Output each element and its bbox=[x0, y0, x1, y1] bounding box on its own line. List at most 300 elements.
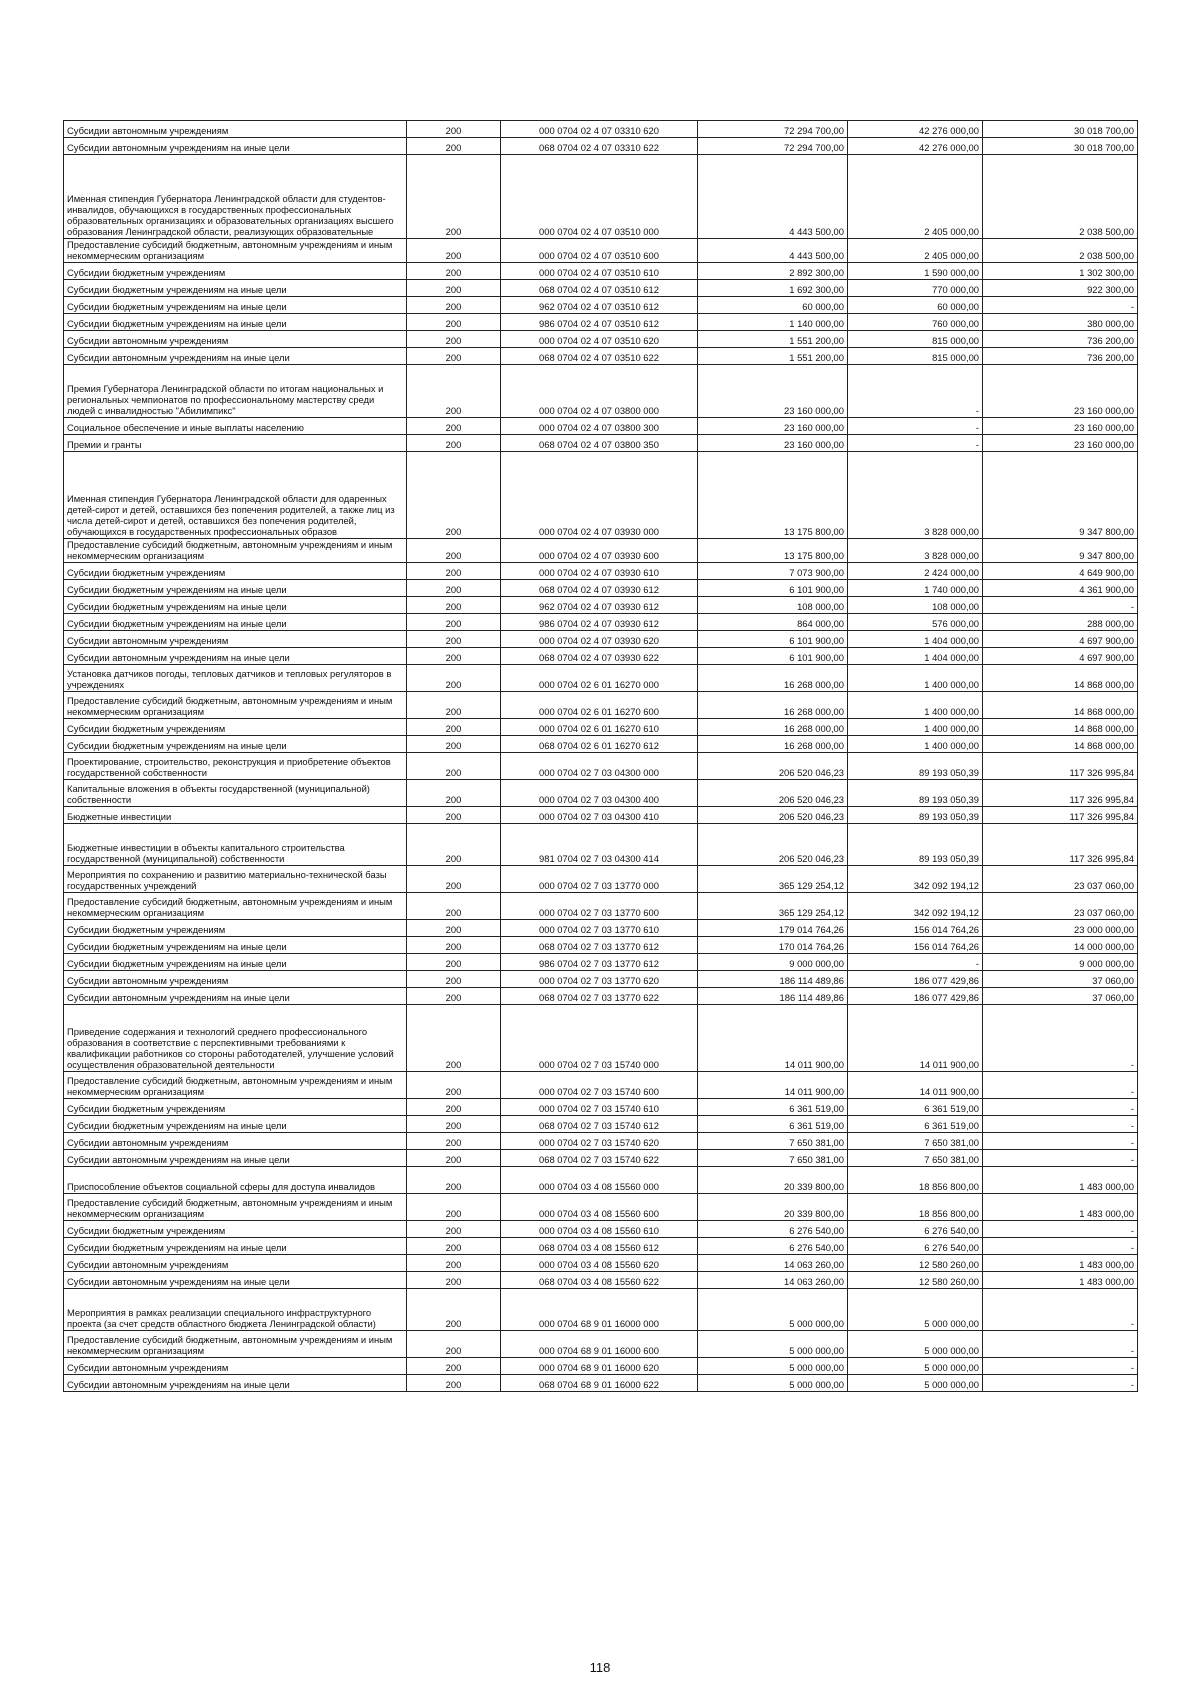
row-approved-cell: 6 101 900,00 bbox=[698, 580, 848, 597]
row-name-cell: Субсидии бюджетным учреждениям на иные цели bbox=[64, 1238, 407, 1255]
row-budget-code-cell: 000 0704 68 9 01 16000 620 bbox=[501, 1358, 698, 1375]
row-approved-cell: 16 268 000,00 bbox=[698, 692, 848, 719]
row-code-cell: 200 bbox=[407, 297, 501, 314]
row-unexecuted-cell: 30 018 700,00 bbox=[983, 121, 1138, 138]
table-row bbox=[64, 314, 1138, 331]
table-row bbox=[64, 1289, 1138, 1331]
row-executed-cell: 89 193 050,39 bbox=[848, 807, 983, 824]
row-executed-cell: 5 000 000,00 bbox=[848, 1375, 983, 1392]
row-executed-cell: 6 276 540,00 bbox=[848, 1238, 983, 1255]
row-budget-code-cell: 000 0704 02 4 07 03800 300 bbox=[501, 418, 698, 435]
row-approved-cell: 864 000,00 bbox=[698, 614, 848, 631]
row-executed-cell: 5 000 000,00 bbox=[848, 1331, 983, 1358]
table-row bbox=[64, 239, 1138, 263]
row-unexecuted-cell: 1 483 000,00 bbox=[983, 1255, 1138, 1272]
table-row bbox=[64, 1255, 1138, 1272]
row-executed-cell: - bbox=[848, 418, 983, 435]
row-budget-code-cell: 000 0704 02 4 07 03510 000 bbox=[501, 155, 698, 239]
row-executed-cell: 89 193 050,39 bbox=[848, 824, 983, 866]
row-executed-cell: 1 400 000,00 bbox=[848, 719, 983, 736]
row-approved-cell: 23 160 000,00 bbox=[698, 435, 848, 452]
row-executed-cell: 14 011 900,00 bbox=[848, 1005, 983, 1072]
row-code-cell: 200 bbox=[407, 954, 501, 971]
table-row bbox=[64, 1238, 1138, 1255]
row-executed-cell: 6 361 519,00 bbox=[848, 1099, 983, 1116]
table-row bbox=[64, 1150, 1138, 1167]
row-code-cell: 200 bbox=[407, 807, 501, 824]
row-name-cell: Субсидии автономным учреждениям на иные цели bbox=[64, 1375, 407, 1392]
row-unexecuted-cell: 736 200,00 bbox=[983, 331, 1138, 348]
row-name-cell: Предоставление субсидий бюджетным, автономным учреждениям и иным некоммерческим организациям bbox=[64, 239, 407, 263]
row-executed-cell: 156 014 764,26 bbox=[848, 937, 983, 954]
row-name-cell: Субсидии бюджетным учреждениям на иные цели bbox=[64, 614, 407, 631]
row-code-cell: 200 bbox=[407, 365, 501, 418]
row-code-cell: 200 bbox=[407, 280, 501, 297]
row-name-cell: Субсидии бюджетным учреждениям bbox=[64, 1221, 407, 1238]
row-budget-code-cell: 000 0704 02 7 03 04300 400 bbox=[501, 780, 698, 807]
row-unexecuted-cell: 1 483 000,00 bbox=[983, 1272, 1138, 1289]
row-approved-cell: 2 892 300,00 bbox=[698, 263, 848, 280]
row-name-cell: Именная стипендия Губернатора Ленинградской области для одаренных детей-сирот и детей, оставшихся без попечения родителей, а также лиц из числа детей-сирот и детей, оставшихся без попечения родителей, обучающихся в государственных профессиональных образов bbox=[64, 452, 407, 539]
table-row bbox=[64, 1194, 1138, 1221]
row-executed-cell: 89 193 050,39 bbox=[848, 780, 983, 807]
row-unexecuted-cell: 4 361 900,00 bbox=[983, 580, 1138, 597]
row-unexecuted-cell: - bbox=[983, 1133, 1138, 1150]
row-budget-code-cell: 000 0704 02 7 03 15740 620 bbox=[501, 1133, 698, 1150]
row-approved-cell: 14 063 260,00 bbox=[698, 1255, 848, 1272]
row-code-cell: 200 bbox=[407, 1150, 501, 1167]
row-name-cell: Субсидии бюджетным учреждениям на иные цели bbox=[64, 280, 407, 297]
row-executed-cell: 5 000 000,00 bbox=[848, 1358, 983, 1375]
row-code-cell: 200 bbox=[407, 597, 501, 614]
row-unexecuted-cell: - bbox=[983, 1116, 1138, 1133]
row-name-cell: Предоставление субсидий бюджетным, автономным учреждениям и иным некоммерческим организациям bbox=[64, 893, 407, 920]
row-budget-code-cell: 000 0704 68 9 01 16000 000 bbox=[501, 1289, 698, 1331]
row-code-cell: 200 bbox=[407, 753, 501, 780]
row-executed-cell: 60 000,00 bbox=[848, 297, 983, 314]
table-row bbox=[64, 665, 1138, 692]
row-code-cell: 200 bbox=[407, 971, 501, 988]
row-unexecuted-cell: 9 347 800,00 bbox=[983, 539, 1138, 563]
row-budget-code-cell: 000 0704 68 9 01 16000 600 bbox=[501, 1331, 698, 1358]
row-code-cell: 200 bbox=[407, 1099, 501, 1116]
row-approved-cell: 1 551 200,00 bbox=[698, 331, 848, 348]
table-row bbox=[64, 138, 1138, 155]
row-approved-cell: 60 000,00 bbox=[698, 297, 848, 314]
row-executed-cell: 6 276 540,00 bbox=[848, 1221, 983, 1238]
row-name-cell: Приведение содержания и технологий среднего профессионального образования в соответствие с перспективными требованиями к квалификации работников со стороны работодателей, улучшение условий осуществления образовательной деятельности bbox=[64, 1005, 407, 1072]
row-approved-cell: 1 551 200,00 bbox=[698, 348, 848, 365]
row-budget-code-cell: 000 0704 02 4 07 03510 600 bbox=[501, 239, 698, 263]
row-approved-cell: 4 443 500,00 bbox=[698, 155, 848, 239]
row-approved-cell: 206 520 046,23 bbox=[698, 780, 848, 807]
row-unexecuted-cell: 288 000,00 bbox=[983, 614, 1138, 631]
row-unexecuted-cell: - bbox=[983, 1221, 1138, 1238]
row-code-cell: 200 bbox=[407, 314, 501, 331]
row-budget-code-cell: 000 0704 02 4 07 03510 620 bbox=[501, 331, 698, 348]
row-unexecuted-cell: 1 483 000,00 bbox=[983, 1194, 1138, 1221]
row-code-cell: 200 bbox=[407, 893, 501, 920]
row-budget-code-cell: 068 0704 68 9 01 16000 622 bbox=[501, 1375, 698, 1392]
row-executed-cell: 342 092 194,12 bbox=[848, 866, 983, 893]
row-approved-cell: 4 443 500,00 bbox=[698, 239, 848, 263]
row-name-cell: Субсидии автономным учреждениям bbox=[64, 331, 407, 348]
row-unexecuted-cell: 1 483 000,00 bbox=[983, 1167, 1138, 1194]
row-budget-code-cell: 000 0704 02 7 03 13770 620 bbox=[501, 971, 698, 988]
row-budget-code-cell: 068 0704 02 4 07 03510 612 bbox=[501, 280, 698, 297]
table-row bbox=[64, 539, 1138, 563]
row-executed-cell: 156 014 764,26 bbox=[848, 920, 983, 937]
row-unexecuted-cell: 1 302 300,00 bbox=[983, 263, 1138, 280]
row-approved-cell: 7 650 381,00 bbox=[698, 1133, 848, 1150]
row-name-cell: Субсидии автономным учреждениям bbox=[64, 631, 407, 648]
row-unexecuted-cell: 2 038 500,00 bbox=[983, 155, 1138, 239]
row-executed-cell: 186 077 429,86 bbox=[848, 971, 983, 988]
row-executed-cell: 2 405 000,00 bbox=[848, 155, 983, 239]
row-budget-code-cell: 000 0704 02 7 03 15740 600 bbox=[501, 1072, 698, 1099]
table-row bbox=[64, 920, 1138, 937]
row-name-cell: Субсидии автономным учреждениям bbox=[64, 1133, 407, 1150]
row-executed-cell: 1 400 000,00 bbox=[848, 665, 983, 692]
row-name-cell: Субсидии автономным учреждениям на иные цели bbox=[64, 648, 407, 665]
row-budget-code-cell: 000 0704 02 6 01 16270 610 bbox=[501, 719, 698, 736]
budget-table bbox=[63, 120, 1138, 1392]
row-unexecuted-cell: 922 300,00 bbox=[983, 280, 1138, 297]
row-name-cell: Субсидии бюджетным учреждениям bbox=[64, 719, 407, 736]
table-row bbox=[64, 452, 1138, 539]
row-code-cell: 200 bbox=[407, 580, 501, 597]
row-budget-code-cell: 000 0704 02 6 01 16270 000 bbox=[501, 665, 698, 692]
row-approved-cell: 170 014 764,26 bbox=[698, 937, 848, 954]
row-approved-cell: 186 114 489,86 bbox=[698, 971, 848, 988]
row-budget-code-cell: 981 0704 02 7 03 04300 414 bbox=[501, 824, 698, 866]
row-approved-cell: 16 268 000,00 bbox=[698, 719, 848, 736]
table-row bbox=[64, 1167, 1138, 1194]
table-row bbox=[64, 780, 1138, 807]
row-approved-cell: 16 268 000,00 bbox=[698, 736, 848, 753]
row-unexecuted-cell: 117 326 995,84 bbox=[983, 807, 1138, 824]
row-approved-cell: 5 000 000,00 bbox=[698, 1358, 848, 1375]
row-name-cell: Субсидии автономным учреждениям bbox=[64, 121, 407, 138]
row-executed-cell: 815 000,00 bbox=[848, 348, 983, 365]
budget-table-body bbox=[64, 121, 1138, 1392]
row-unexecuted-cell: 37 060,00 bbox=[983, 971, 1138, 988]
row-executed-cell: 18 856 800,00 bbox=[848, 1194, 983, 1221]
row-name-cell: Субсидии автономным учреждениям на иные цели bbox=[64, 348, 407, 365]
row-approved-cell: 13 175 800,00 bbox=[698, 452, 848, 539]
row-name-cell: Субсидии автономным учреждениям на иные цели bbox=[64, 1150, 407, 1167]
row-code-cell: 200 bbox=[407, 1289, 501, 1331]
row-budget-code-cell: 000 0704 02 7 03 15740 610 bbox=[501, 1099, 698, 1116]
row-executed-cell: 342 092 194,12 bbox=[848, 893, 983, 920]
row-approved-cell: 23 160 000,00 bbox=[698, 365, 848, 418]
row-unexecuted-cell: 9 347 800,00 bbox=[983, 452, 1138, 539]
row-budget-code-cell: 068 0704 02 4 07 03930 622 bbox=[501, 648, 698, 665]
row-name-cell: Субсидии бюджетным учреждениям bbox=[64, 920, 407, 937]
row-name-cell: Предоставление субсидий бюджетным, автономным учреждениям и иным некоммерческим организациям bbox=[64, 1072, 407, 1099]
row-name-cell: Субсидии автономным учреждениям на иные цели bbox=[64, 1272, 407, 1289]
table-row bbox=[64, 155, 1138, 239]
row-code-cell: 200 bbox=[407, 1167, 501, 1194]
row-budget-code-cell: 000 0704 03 4 08 15560 000 bbox=[501, 1167, 698, 1194]
table-row bbox=[64, 753, 1138, 780]
row-budget-code-cell: 068 0704 02 6 01 16270 612 bbox=[501, 736, 698, 753]
table-row bbox=[64, 121, 1138, 138]
table-row bbox=[64, 692, 1138, 719]
row-code-cell: 200 bbox=[407, 263, 501, 280]
row-executed-cell: 1 404 000,00 bbox=[848, 648, 983, 665]
row-approved-cell: 6 361 519,00 bbox=[698, 1099, 848, 1116]
row-approved-cell: 14 011 900,00 bbox=[698, 1072, 848, 1099]
row-unexecuted-cell: 9 000 000,00 bbox=[983, 954, 1138, 971]
row-budget-code-cell: 068 0704 03 4 08 15560 612 bbox=[501, 1238, 698, 1255]
row-code-cell: 200 bbox=[407, 452, 501, 539]
row-approved-cell: 6 361 519,00 bbox=[698, 1116, 848, 1133]
row-unexecuted-cell: - bbox=[983, 1289, 1138, 1331]
row-budget-code-cell: 068 0704 02 7 03 13770 622 bbox=[501, 988, 698, 1005]
row-unexecuted-cell: 14 868 000,00 bbox=[983, 736, 1138, 753]
row-approved-cell: 1 692 300,00 bbox=[698, 280, 848, 297]
row-budget-code-cell: 000 0704 02 4 07 03310 620 bbox=[501, 121, 698, 138]
row-approved-cell: 186 114 489,86 bbox=[698, 988, 848, 1005]
row-name-cell: Мероприятия в рамках реализации специального инфраструктурного проекта (за счет средств областного бюджета Ленинградской области) bbox=[64, 1289, 407, 1331]
row-unexecuted-cell: 117 326 995,84 bbox=[983, 780, 1138, 807]
row-approved-cell: 20 339 800,00 bbox=[698, 1167, 848, 1194]
row-unexecuted-cell: - bbox=[983, 597, 1138, 614]
row-code-cell: 200 bbox=[407, 665, 501, 692]
row-budget-code-cell: 000 0704 02 4 07 03930 600 bbox=[501, 539, 698, 563]
row-code-cell: 200 bbox=[407, 348, 501, 365]
row-approved-cell: 108 000,00 bbox=[698, 597, 848, 614]
row-name-cell: Премия Губернатора Ленинградской области по итогам национальных и региональных чемпионатов по профессиональному мастерству среди людей с инвалидностью "Абилимпикс" bbox=[64, 365, 407, 418]
row-executed-cell: 576 000,00 bbox=[848, 614, 983, 631]
row-name-cell: Субсидии автономным учреждениям на иные цели bbox=[64, 988, 407, 1005]
table-row bbox=[64, 954, 1138, 971]
table-row bbox=[64, 807, 1138, 824]
row-approved-cell: 14 063 260,00 bbox=[698, 1272, 848, 1289]
row-budget-code-cell: 068 0704 02 4 07 03800 350 bbox=[501, 435, 698, 452]
row-unexecuted-cell: 23 160 000,00 bbox=[983, 418, 1138, 435]
table-row bbox=[64, 348, 1138, 365]
row-executed-cell: 2 424 000,00 bbox=[848, 563, 983, 580]
row-code-cell: 200 bbox=[407, 1116, 501, 1133]
row-approved-cell: 365 129 254,12 bbox=[698, 893, 848, 920]
row-budget-code-cell: 000 0704 02 4 07 03930 620 bbox=[501, 631, 698, 648]
row-code-cell: 200 bbox=[407, 780, 501, 807]
row-executed-cell: - bbox=[848, 435, 983, 452]
row-name-cell: Субсидии автономным учреждениям bbox=[64, 1255, 407, 1272]
row-approved-cell: 13 175 800,00 bbox=[698, 539, 848, 563]
row-code-cell: 200 bbox=[407, 418, 501, 435]
table-row bbox=[64, 1375, 1138, 1392]
row-name-cell: Предоставление субсидий бюджетным, автономным учреждениям и иным некоммерческим организациям bbox=[64, 1194, 407, 1221]
row-code-cell: 200 bbox=[407, 1272, 501, 1289]
table-row bbox=[64, 563, 1138, 580]
row-code-cell: 200 bbox=[407, 988, 501, 1005]
row-budget-code-cell: 986 0704 02 7 03 13770 612 bbox=[501, 954, 698, 971]
row-code-cell: 200 bbox=[407, 648, 501, 665]
row-unexecuted-cell: 37 060,00 bbox=[983, 988, 1138, 1005]
row-executed-cell: 1 740 000,00 bbox=[848, 580, 983, 597]
row-executed-cell: 6 361 519,00 bbox=[848, 1116, 983, 1133]
row-code-cell: 200 bbox=[407, 1194, 501, 1221]
row-unexecuted-cell: - bbox=[983, 1005, 1138, 1072]
table-row bbox=[64, 893, 1138, 920]
row-budget-code-cell: 000 0704 02 6 01 16270 600 bbox=[501, 692, 698, 719]
row-code-cell: 200 bbox=[407, 692, 501, 719]
row-code-cell: 200 bbox=[407, 563, 501, 580]
row-unexecuted-cell: - bbox=[983, 297, 1138, 314]
row-unexecuted-cell: 2 038 500,00 bbox=[983, 239, 1138, 263]
row-budget-code-cell: 962 0704 02 4 07 03930 612 bbox=[501, 597, 698, 614]
row-unexecuted-cell: - bbox=[983, 1099, 1138, 1116]
row-code-cell: 200 bbox=[407, 1005, 501, 1072]
row-budget-code-cell: 000 0704 02 4 07 03930 610 bbox=[501, 563, 698, 580]
row-name-cell: Проектирование, строительство, реконструкция и приобретение объектов государственной собственности bbox=[64, 753, 407, 780]
row-executed-cell: 1 400 000,00 bbox=[848, 692, 983, 719]
table-row bbox=[64, 1331, 1138, 1358]
row-executed-cell: - bbox=[848, 954, 983, 971]
table-row bbox=[64, 971, 1138, 988]
table-row bbox=[64, 736, 1138, 753]
row-unexecuted-cell: 4 697 900,00 bbox=[983, 631, 1138, 648]
row-unexecuted-cell: 23 037 060,00 bbox=[983, 893, 1138, 920]
table-row bbox=[64, 297, 1138, 314]
row-budget-code-cell: 068 0704 02 4 07 03930 612 bbox=[501, 580, 698, 597]
row-approved-cell: 5 000 000,00 bbox=[698, 1331, 848, 1358]
row-name-cell: Субсидии автономным учреждениям bbox=[64, 971, 407, 988]
row-name-cell: Предоставление субсидий бюджетным, автономным учреждениям и иным некоммерческим организациям bbox=[64, 1331, 407, 1358]
row-approved-cell: 1 140 000,00 bbox=[698, 314, 848, 331]
table-row bbox=[64, 648, 1138, 665]
row-unexecuted-cell: 14 000 000,00 bbox=[983, 937, 1138, 954]
row-unexecuted-cell: 14 868 000,00 bbox=[983, 692, 1138, 719]
row-approved-cell: 72 294 700,00 bbox=[698, 138, 848, 155]
row-budget-code-cell: 000 0704 02 7 03 13770 610 bbox=[501, 920, 698, 937]
row-code-cell: 200 bbox=[407, 824, 501, 866]
row-name-cell: Бюджетные инвестиции в объекты капитального строительства государственной (муниципальной) собственности bbox=[64, 824, 407, 866]
row-name-cell: Капитальные вложения в объекты государственной (муниципальной) собственности bbox=[64, 780, 407, 807]
row-name-cell: Субсидии бюджетным учреждениям на иные цели bbox=[64, 937, 407, 954]
row-executed-cell: 186 077 429,86 bbox=[848, 988, 983, 1005]
row-budget-code-cell: 000 0704 02 7 03 04300 410 bbox=[501, 807, 698, 824]
table-row bbox=[64, 1133, 1138, 1150]
row-executed-cell: 5 000 000,00 bbox=[848, 1289, 983, 1331]
table-row bbox=[64, 1272, 1138, 1289]
row-approved-cell: 5 000 000,00 bbox=[698, 1375, 848, 1392]
row-name-cell: Субсидии бюджетным учреждениям bbox=[64, 263, 407, 280]
row-executed-cell: - bbox=[848, 365, 983, 418]
table-row bbox=[64, 988, 1138, 1005]
row-unexecuted-cell: 736 200,00 bbox=[983, 348, 1138, 365]
table-row bbox=[64, 580, 1138, 597]
row-approved-cell: 72 294 700,00 bbox=[698, 121, 848, 138]
row-code-cell: 200 bbox=[407, 539, 501, 563]
row-approved-cell: 9 000 000,00 bbox=[698, 954, 848, 971]
row-code-cell: 200 bbox=[407, 435, 501, 452]
row-approved-cell: 6 276 540,00 bbox=[698, 1221, 848, 1238]
row-name-cell: Субсидии автономным учреждениям bbox=[64, 1358, 407, 1375]
row-budget-code-cell: 962 0704 02 4 07 03510 612 bbox=[501, 297, 698, 314]
row-approved-cell: 5 000 000,00 bbox=[698, 1289, 848, 1331]
row-code-cell: 200 bbox=[407, 1133, 501, 1150]
row-executed-cell: 770 000,00 bbox=[848, 280, 983, 297]
row-code-cell: 200 bbox=[407, 1238, 501, 1255]
row-approved-cell: 16 268 000,00 bbox=[698, 665, 848, 692]
row-unexecuted-cell: 23 160 000,00 bbox=[983, 365, 1138, 418]
row-unexecuted-cell: 30 018 700,00 bbox=[983, 138, 1138, 155]
row-approved-cell: 6 276 540,00 bbox=[698, 1238, 848, 1255]
row-name-cell: Субсидии бюджетным учреждениям на иные цели bbox=[64, 597, 407, 614]
row-name-cell: Субсидии бюджетным учреждениям bbox=[64, 563, 407, 580]
row-name-cell: Субсидии бюджетным учреждениям на иные цели bbox=[64, 314, 407, 331]
row-executed-cell: 42 276 000,00 bbox=[848, 138, 983, 155]
row-name-cell: Именная стипендия Губернатора Ленинградской области для студентов-инвалидов, обучающихся в государственных профессиональных образовательных организациях и образовательных организациях высшего образования Ленинградской области, реализующих образовательные bbox=[64, 155, 407, 239]
row-approved-cell: 7 073 900,00 bbox=[698, 563, 848, 580]
row-approved-cell: 6 101 900,00 bbox=[698, 631, 848, 648]
row-budget-code-cell: 068 0704 03 4 08 15560 622 bbox=[501, 1272, 698, 1289]
row-budget-code-cell: 000 0704 03 4 08 15560 600 bbox=[501, 1194, 698, 1221]
row-name-cell: Мероприятия по сохранению и развитию материально-технической базы государственных учреждений bbox=[64, 866, 407, 893]
row-unexecuted-cell: 117 326 995,84 bbox=[983, 824, 1138, 866]
row-name-cell: Субсидии бюджетным учреждениям на иные цели bbox=[64, 954, 407, 971]
row-executed-cell: 7 650 381,00 bbox=[848, 1133, 983, 1150]
table-row bbox=[64, 824, 1138, 866]
row-budget-code-cell: 000 0704 03 4 08 15560 620 bbox=[501, 1255, 698, 1272]
table-row bbox=[64, 1099, 1138, 1116]
row-budget-code-cell: 000 0704 02 7 03 15740 000 bbox=[501, 1005, 698, 1072]
row-name-cell: Субсидии бюджетным учреждениям на иные цели bbox=[64, 297, 407, 314]
row-unexecuted-cell: - bbox=[983, 1150, 1138, 1167]
row-code-cell: 200 bbox=[407, 1221, 501, 1238]
table-row bbox=[64, 418, 1138, 435]
row-name-cell: Премии и гранты bbox=[64, 435, 407, 452]
row-name-cell: Субсидии бюджетным учреждениям на иные цели bbox=[64, 736, 407, 753]
row-code-cell: 200 bbox=[407, 155, 501, 239]
table-row bbox=[64, 937, 1138, 954]
table-row bbox=[64, 597, 1138, 614]
row-code-cell: 200 bbox=[407, 866, 501, 893]
row-budget-code-cell: 000 0704 02 7 03 04300 000 bbox=[501, 753, 698, 780]
table-row bbox=[64, 1358, 1138, 1375]
row-approved-cell: 365 129 254,12 bbox=[698, 866, 848, 893]
row-code-cell: 200 bbox=[407, 1072, 501, 1099]
row-approved-cell: 23 160 000,00 bbox=[698, 418, 848, 435]
row-executed-cell: 1 404 000,00 bbox=[848, 631, 983, 648]
row-budget-code-cell: 986 0704 02 4 07 03510 612 bbox=[501, 314, 698, 331]
table-row bbox=[64, 365, 1138, 418]
row-approved-cell: 20 339 800,00 bbox=[698, 1194, 848, 1221]
row-unexecuted-cell: 14 868 000,00 bbox=[983, 719, 1138, 736]
row-budget-code-cell: 000 0704 02 4 07 03930 000 bbox=[501, 452, 698, 539]
row-code-cell: 200 bbox=[407, 920, 501, 937]
row-unexecuted-cell: 23 000 000,00 bbox=[983, 920, 1138, 937]
table-row bbox=[64, 631, 1138, 648]
row-budget-code-cell: 000 0704 03 4 08 15560 610 bbox=[501, 1221, 698, 1238]
row-budget-code-cell: 000 0704 02 7 03 13770 000 bbox=[501, 866, 698, 893]
row-unexecuted-cell: 4 649 900,00 bbox=[983, 563, 1138, 580]
row-approved-cell: 7 650 381,00 bbox=[698, 1150, 848, 1167]
row-executed-cell: 14 011 900,00 bbox=[848, 1072, 983, 1099]
row-executed-cell: 12 580 260,00 bbox=[848, 1255, 983, 1272]
row-budget-code-cell: 000 0704 02 7 03 13770 600 bbox=[501, 893, 698, 920]
row-budget-code-cell: 986 0704 02 4 07 03930 612 bbox=[501, 614, 698, 631]
row-executed-cell: 2 405 000,00 bbox=[848, 239, 983, 263]
row-unexecuted-cell: - bbox=[983, 1358, 1138, 1375]
row-budget-code-cell: 068 0704 02 7 03 13770 612 bbox=[501, 937, 698, 954]
row-unexecuted-cell: - bbox=[983, 1331, 1138, 1358]
row-budget-code-cell: 000 0704 02 4 07 03800 000 bbox=[501, 365, 698, 418]
